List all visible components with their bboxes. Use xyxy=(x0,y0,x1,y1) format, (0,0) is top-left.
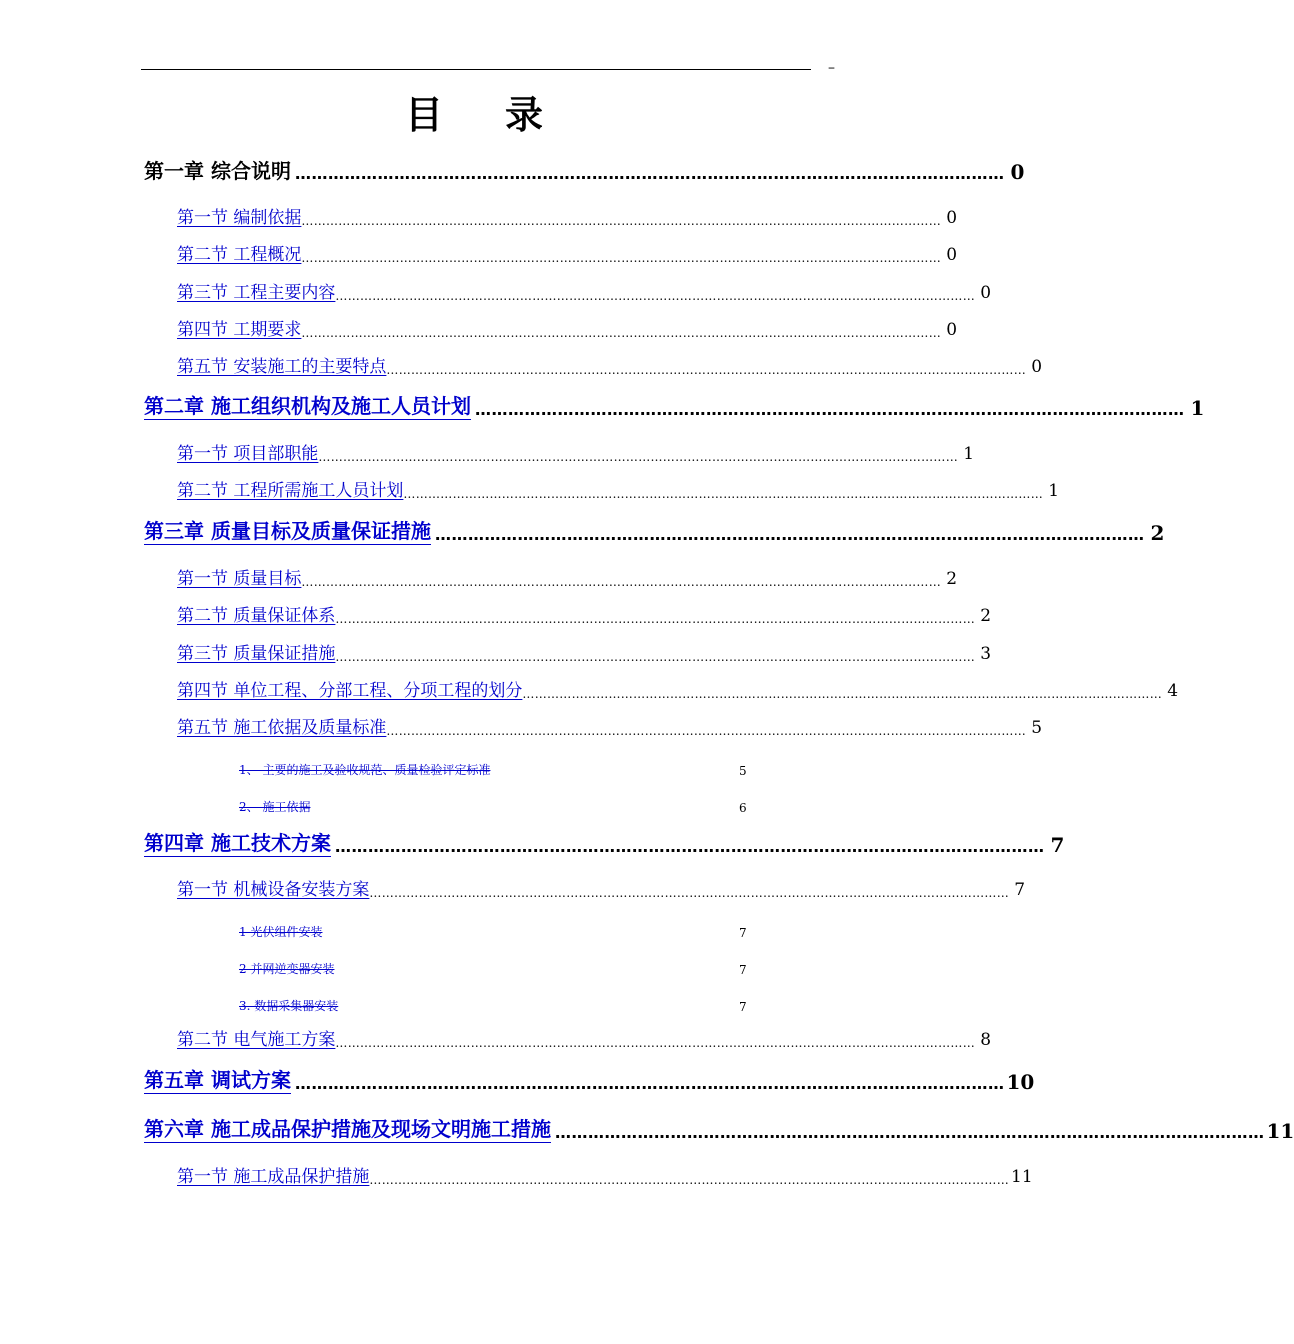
toc-chapter-4[interactable] xyxy=(144,829,1065,857)
toc-section-link[interactable]: 第三节 工程主要内容 xyxy=(177,283,336,303)
toc-page-number: 5 xyxy=(1031,718,1043,738)
toc-section[interactable] xyxy=(177,440,975,464)
toc-page-number: 0 xyxy=(946,245,958,265)
toc-chapter-label[interactable]: 第四章 施工技术方案 xyxy=(144,827,331,857)
toc-section[interactable] xyxy=(177,204,958,228)
header-mark: – xyxy=(828,60,835,76)
toc-leader: ………………………………………………………………………………………………………………… xyxy=(434,525,1145,544)
toc-subsection-link[interactable]: 2 并网逆变器安装 xyxy=(239,962,335,976)
toc-page-number: 11 xyxy=(1266,1119,1294,1143)
toc-page-number: 0 xyxy=(1031,357,1043,377)
toc-leader: ………………………………………………………………………………………………………………… xyxy=(294,164,1005,183)
toc-page-number: 0 xyxy=(946,208,958,228)
toc-subsection[interactable] xyxy=(239,922,747,940)
toc-section[interactable] xyxy=(177,241,958,265)
toc-section[interactable] xyxy=(177,876,1026,900)
toc-section-link[interactable]: 第五节 安装施工的主要特点 xyxy=(177,357,387,377)
toc-leader: ………………………………………………………………………………………………………………… xyxy=(554,1123,1265,1142)
toc-chapter-label: 第一章 综合说明 xyxy=(144,159,291,183)
toc-leader: ………………………………………………………………………………………………………………………………………… xyxy=(335,1036,976,1050)
toc-chapter-3[interactable] xyxy=(144,517,1165,545)
toc-page-number: 8 xyxy=(980,1030,992,1050)
toc-leader: ………………………………………………………………………………………………………………………………………… xyxy=(522,687,1163,701)
toc-section-link[interactable]: 第一节 施工成品保护措施 xyxy=(177,1167,370,1187)
toc-leader: ………………………………………………………………………………………………………………………………………… xyxy=(301,575,942,589)
toc-section-link[interactable]: 第一节 机械设备安装方案 xyxy=(177,880,370,900)
toc-subsection[interactable] xyxy=(239,760,747,778)
toc-section[interactable] xyxy=(177,602,992,626)
toc-chapter-label[interactable]: 第五章 调试方案 xyxy=(144,1064,291,1094)
toc-leader: ………………………………………………………………………………………………………………………………………… xyxy=(386,724,1027,738)
toc-chapter-5[interactable] xyxy=(144,1066,1035,1094)
toc-section-link[interactable]: 第五节 施工依据及质量标准 xyxy=(177,718,387,738)
toc-chapter-label[interactable]: 第六章 施工成品保护措施及现场文明施工措施 xyxy=(144,1113,551,1143)
toc-section-link[interactable]: 第四节 工期要求 xyxy=(177,320,302,340)
toc-section-link[interactable]: 第三节 质量保证措施 xyxy=(177,644,336,664)
title-right: 录 xyxy=(505,93,546,137)
toc-page-number: 0 xyxy=(946,320,958,340)
toc-section-link[interactable]: 第四节 单位工程、分部工程、分项工程的划分 xyxy=(177,681,523,701)
toc-subsection[interactable] xyxy=(239,996,747,1014)
toc-page-number: 7 xyxy=(739,963,747,977)
toc-page-number: 7 xyxy=(1014,880,1026,900)
toc-section-link[interactable]: 第一节 编制依据 xyxy=(177,208,302,228)
toc-chapter-label[interactable]: 第二章 施工组织机构及施工人员计划 xyxy=(144,390,471,420)
toc-subsection-link[interactable]: 3. 数据采集器安装 xyxy=(239,999,339,1013)
toc-chapter-1[interactable] xyxy=(144,156,1025,184)
toc-section[interactable] xyxy=(177,279,992,303)
toc-section-link[interactable]: 第二节 电气施工方案 xyxy=(177,1030,336,1050)
toc-section-link[interactable]: 第二节 质量保证体系 xyxy=(177,606,336,626)
toc-subsection-link[interactable]: 1 光伏组件安装 xyxy=(239,925,323,939)
toc-page-number: 7 xyxy=(739,926,747,940)
toc-section[interactable] xyxy=(177,1026,992,1050)
toc-section-link[interactable]: 第一节 质量目标 xyxy=(177,569,302,589)
toc-page-number: 10 xyxy=(1006,1070,1035,1094)
toc-leader: ………………………………………………………………………………………………………………………………………… xyxy=(318,450,959,464)
toc-section[interactable] xyxy=(177,677,1179,701)
toc-page-number: 2 xyxy=(946,569,958,589)
toc-leader: ………………………………………………………………………………………………………………………………………… xyxy=(301,214,942,228)
toc-leader: ………………………………………………………………………………………………………………… xyxy=(334,837,1045,856)
toc-leader: ………………………………………………………………………………………………………………………………………… xyxy=(386,363,1027,377)
toc-section[interactable] xyxy=(177,640,992,664)
toc-leader: ………………………………………………………………………………………………………………… xyxy=(474,400,1185,419)
toc-section[interactable] xyxy=(177,1163,1033,1187)
toc-section-link[interactable]: 第二节 工程所需施工人员计划 xyxy=(177,481,404,501)
toc-page-number: 3 xyxy=(980,644,992,664)
toc-leader: ………………………………………………………………………………………………………………………………………… xyxy=(335,612,976,626)
toc-leader: ………………………………………………………………………………………………………………………………………… xyxy=(335,650,976,664)
header-rule xyxy=(141,69,811,70)
toc-leader: ………………………………………………………………………………………………………………………………………… xyxy=(335,289,976,303)
toc-leader: ………………………………………………………………………………………………………………………………………… xyxy=(369,1173,1010,1187)
toc-page-number: 0 xyxy=(1010,160,1025,184)
toc-section[interactable] xyxy=(177,714,1043,738)
toc-leader: ………………………………………………………………………………………………………………………………………… xyxy=(369,886,1010,900)
toc-page-number: 7 xyxy=(1050,833,1065,857)
toc-section[interactable] xyxy=(177,316,958,340)
toc-leader: ………………………………………………………………………………………………………………………………………… xyxy=(301,326,942,340)
page-title xyxy=(0,84,950,139)
toc-page-number: 1 xyxy=(1190,396,1205,420)
toc-leader: ………………………………………………………………………………………………………………… xyxy=(294,1074,1005,1093)
toc-page-number: 4 xyxy=(1167,681,1179,701)
toc-page-number: 2 xyxy=(980,606,992,626)
toc-subsection[interactable] xyxy=(239,959,747,977)
title-left: 目 xyxy=(404,93,445,137)
toc-leader: ………………………………………………………………………………………………………………………………………… xyxy=(403,487,1044,501)
toc-section-link[interactable]: 第二节 工程概况 xyxy=(177,245,302,265)
toc-section[interactable] xyxy=(177,477,1060,501)
toc-section[interactable] xyxy=(177,565,958,589)
toc-page-number: 1 xyxy=(1048,481,1060,501)
toc-chapter-label[interactable]: 第三章 质量目标及质量保证措施 xyxy=(144,515,431,545)
toc-page-number: 2 xyxy=(1150,521,1165,545)
toc-subsection[interactable] xyxy=(239,797,747,815)
toc-section[interactable] xyxy=(177,353,1043,377)
toc-subsection-link[interactable]: 2、 施工依据 xyxy=(239,800,311,814)
toc-section-link[interactable]: 第一节 项目部职能 xyxy=(177,444,319,464)
toc-chapter-6[interactable] xyxy=(144,1115,1294,1143)
toc-page-number: 0 xyxy=(980,283,992,303)
toc-chapter-2[interactable] xyxy=(144,392,1205,420)
toc-page-number: 7 xyxy=(739,1000,747,1014)
toc-leader: ………………………………………………………………………………………………………………………………………… xyxy=(301,251,942,265)
toc-page-number: 1 xyxy=(963,444,975,464)
toc-page-number: 11 xyxy=(1011,1167,1033,1187)
toc-subsection-link[interactable]: 1、 主要的施工及验收规范、质量检验评定标准 xyxy=(239,763,491,777)
toc-page-number: 6 xyxy=(739,801,747,815)
toc-page-number: 5 xyxy=(739,764,747,778)
